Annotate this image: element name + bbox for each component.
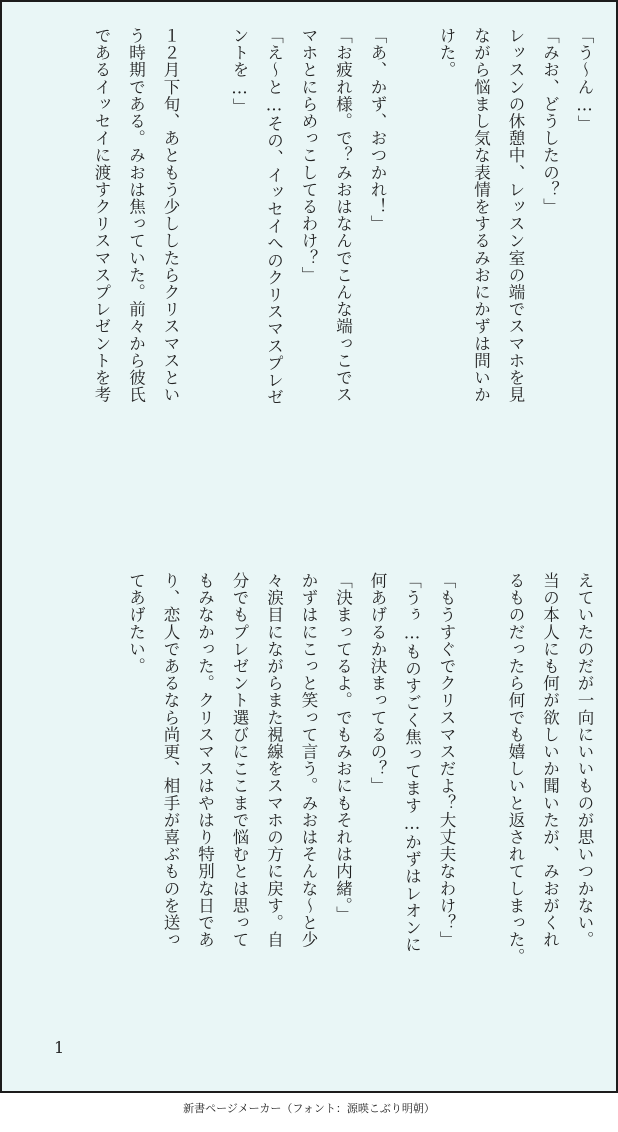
vertical-text-upper-block: 「う〜ん…」 「みお、どうしたの？」 レッスンの休憩中、レッスン室の端でスマホを見 ながら悩まし気な表情をするみおにかずは問いか けた。 「あ、かず、おつかれ！」 「お疲れ様。で？みおはなんでこんな端っこでス マホとにらめっこしてるわけ？」 「え〜と…その、イッセイへのクリスマスプレゼ ントを…」 １２月下旬、あともう少ししたらクリスマスとい う時期である。みおは焦っていた。前々から彼氏 であるイッセイに渡すクリスマスプレゼントを考 (92, 27, 594, 406)
vertical-text-lower-block: えていたのだが一向にいいものが思いつかない。 当の本人にも何が欲しいか聞いたが、みおがくれ るものだったら何でも嬉しいと返されてしまった。 「もうすぐでクリスマスだよ？大丈夫なわけ？」 「うぅ…ものすごく焦ってます…かずはレオンに 何あげるか決まってるの？」 「決まってるよ。でもみおにもそれは内緒。」 かずはにこっと笑って言う。みおはそんな〜と少 々涙目にながらまた視線をスマホの方に戻す。自 分でもプレゼント選びにここまで悩むとは思って もみなかった。クリスマスはやはり特別な日であ り、恋人であるなら尚更、相手が喜ぶものを送っ てあげたい。 (126, 572, 594, 966)
footer-caption: 新書ページメーカー（フォント：源暎こぶり明朝） (183, 1102, 435, 1115)
page-number: 1 (54, 1038, 65, 1057)
